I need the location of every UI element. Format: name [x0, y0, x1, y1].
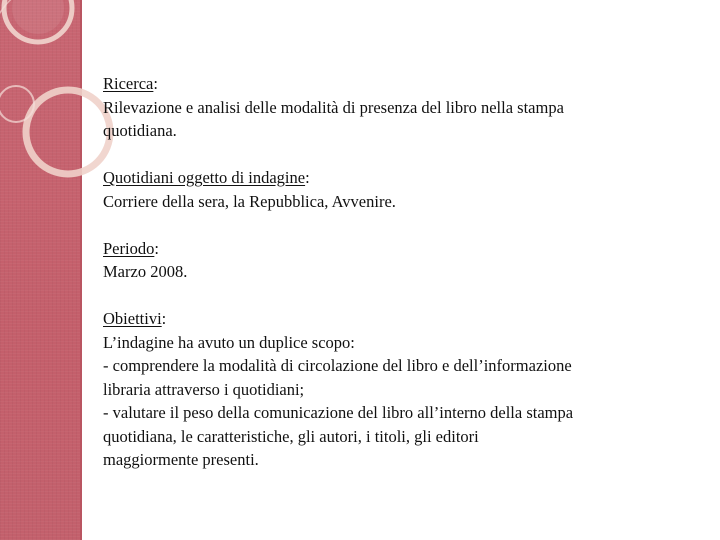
- section-heading: Quotidiani oggetto di indagine: [103, 168, 306, 187]
- body-line: maggiormente presenti.: [103, 450, 259, 469]
- section-heading: Obiettivi: [103, 309, 162, 328]
- section-heading-line: [103, 237, 693, 261]
- section-periodo: [103, 237, 693, 284]
- ring-middle: [26, 90, 110, 174]
- section-heading-line: [103, 166, 693, 190]
- section-heading-line: [103, 307, 693, 331]
- heading-colon: :: [305, 168, 310, 187]
- body-line: quotidiana.: [103, 121, 177, 140]
- body-line: - valutare il peso della comunicazione del libro all’interno della stampa: [103, 403, 574, 422]
- ring-small: [0, 86, 34, 122]
- body-line: quotidiana, le caratteristiche, gli autori, i titoli, gli editori: [103, 426, 479, 446]
- body-line: - comprendere la modalità di circolazione del libro e dell’informazione: [103, 356, 572, 375]
- ring-top-inner: [12, 0, 64, 34]
- section-ricerca: [103, 72, 693, 143]
- body-line: Marzo 2008.: [103, 262, 188, 281]
- section-quotidiani: [103, 166, 693, 213]
- heading-colon: :: [161, 309, 167, 328]
- body-line: Rilevazione e analisi delle modalità di presenza del libro nella stampa: [103, 97, 564, 117]
- body-line: libraria attraverso i quotidiani;: [103, 379, 305, 399]
- section-heading: Periodo: [103, 238, 155, 258]
- heading-colon: :: [154, 238, 159, 258]
- body-line: Corriere della sera, la Repubblica, Avvenire.: [103, 191, 396, 211]
- body-line: L’indagine ha avuto un duplice scopo:: [103, 332, 355, 352]
- slide-content: [103, 72, 693, 495]
- section-heading: Ricerca: [103, 74, 154, 93]
- section-obiettivi: [103, 307, 693, 472]
- section-heading-line: [103, 72, 693, 96]
- heading-colon: :: [153, 74, 158, 93]
